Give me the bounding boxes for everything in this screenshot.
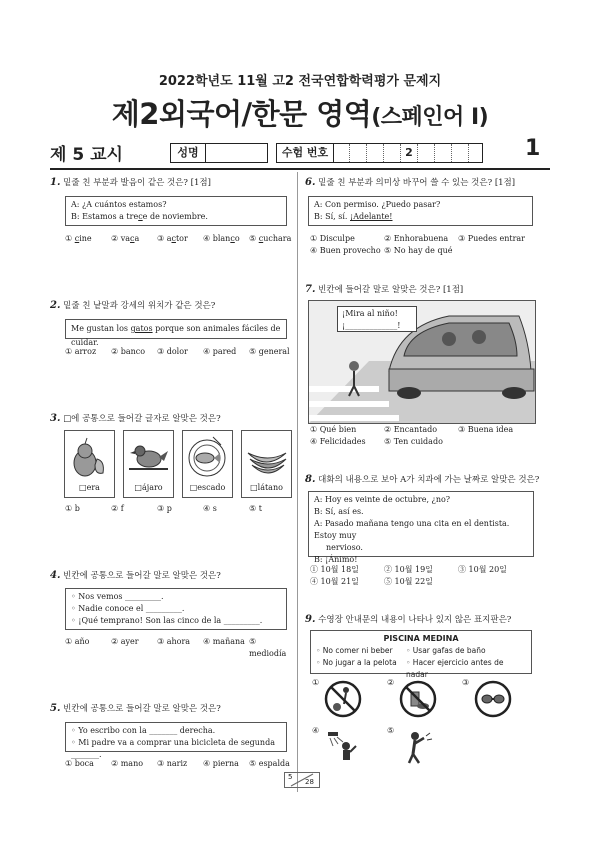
q5-options: ① boca ② mano ③ nariz ④ pierna ⑤ espalda [65,759,290,768]
q6-dialogue: A: Con permiso. ¿Puedo pasar? B: Sí, sí. ¡Adelante! [308,196,533,226]
shower-sign-icon [324,728,362,766]
q3-fish-picture [182,430,233,498]
column-divider [297,172,298,792]
header-rule [50,168,550,170]
footer-page: 5 [288,773,293,781]
q3-options: ① b ② f ③ p ④ s ⑤ t [65,504,262,513]
q9-sign-label-2: ② [387,678,395,687]
pear-icon [65,431,114,481]
q1-line-b: B: Estamos a trece de noviembre. [71,212,208,221]
exam-subtitle: 2022학년도 11월 고2 전국연합학력평가 문제지 [158,74,442,89]
q5-stem: 5. 빈칸에 공통으로 들어갈 말로 알맞은 것은? [50,703,221,714]
q4-sentences: ◦ Nos vemos _________. ◦ Nadie conoce el _________. ◦ ¡Qué temprano! Son las cinco de la _________. [65,588,287,630]
exam-number-cells [333,144,485,162]
q6-options: ① Disculpe ② Enhorabuena ③ Puedes entrar ④ Buen provecho ⑤ No hay de qué [310,234,526,255]
q4-stem: 4. 빈칸에 공통으로 들어갈 말로 알맞은 것은? [50,570,221,581]
q2-stem: 2. 밑줄 친 낱말과 강세의 위치가 같은 것은? [50,300,216,311]
q3-pear-picture [64,430,115,498]
q9-sign-label-4: ④ [312,726,320,735]
exam-number-digit: 2 [401,144,418,162]
q9-sign-label-5: ⑤ [387,726,395,735]
q9-sign-label-1: ① [312,678,320,687]
title-main: 제2외국어/한문 영역 [111,97,372,131]
q3-bird-picture [123,430,174,498]
q7-options: ① Qué bien ② Encantado ③ Buena idea ④ Felicidades ⑤ Ten cuidado [310,425,514,446]
q9-notice-title: PISCINA MEDINA [383,634,459,643]
exam-title [0,92,600,133]
session-label: 제 5 교시 [50,145,123,165]
exam-number-label: 수험 번호 [277,144,334,162]
q4-options: ① año ② ayer ③ ahora ④ mañana ⑤ mediodía [65,637,287,658]
q1-dialogue [65,196,287,226]
q3-caption-3: □escado [189,483,226,492]
fish-plate-icon [183,431,232,481]
q5-sentences: ◦ Yo escribo con la _______ derecha. ◦ Mi padre va a comprar una bicicleta de segunda _______. [65,722,287,752]
q9-stem: 9. 수영장 안내문의 내용이 나타나 있지 않은 표지판은? [305,614,512,625]
q8-stem: 8. 대화의 내용으로 보아 A가 치과에 가는 날짜로 알맞은 것은? [305,474,540,485]
q7-illustration [308,300,536,424]
q3-stem: 3. □에 공통으로 들어갈 글자로 알맞은 것은? [50,413,221,424]
q3-caption-2: □ájaro [134,483,163,492]
q2-sentence: Me gustan los gatos porque son animales fáciles de cuidar. [65,319,287,339]
bird-icon [124,431,173,481]
goggles-sign-icon [474,680,512,718]
q9-sign-label-3: ③ [462,678,470,687]
q7-stem: 7. 빈칸에 들어갈 말로 알맞은 것은? [1점] [305,284,464,295]
title-paren: (스페인어 Ⅰ) [371,105,489,130]
q1-line-a: A: ¿A cuántos estamos? [71,200,167,209]
exam-number-box [276,143,483,163]
exercise-sign-icon [399,728,437,766]
no-food-sign-icon [399,680,437,718]
page-number: 1 [525,136,541,161]
q7-speech-bubble: ¡Mira al niño! ¡_____________! [337,306,417,332]
q3-caption-4: □látano [250,483,283,492]
footer-total: 28 [305,778,314,786]
q3-banana-picture [241,430,292,498]
q1-options: ① cine ② vaca ③ actor ④ blanco ⑤ cuchara [65,234,292,243]
page-footer [284,772,320,788]
q9-notice: PISCINA MEDINA ◦ No comer ni beber ◦ Usar gafas de baño ◦ No jugar a la pelota ◦ Hacer ejercicio antes de nadar [310,630,532,674]
q6-stem: 6. 밑줄 친 부분과 의미상 바꾸어 쓸 수 있는 것은? [1점] [305,177,516,188]
name-box [170,143,268,163]
q8-dialogue: A: Hoy es veinte de octubre, ¿no? B: Sí, así es. A: Pasado mañana tengo una cita en el dentista. Estoy muy nervioso. B: ¡Ánimo! [308,491,534,557]
q2-options: ① arroz ② banco ③ dolor ④ pared ⑤ general [65,347,290,356]
no-ball-sign-icon [324,680,362,718]
q1-stem: 1. 밑줄 친 부분과 발음이 같은 것은? [1점] [50,177,211,188]
banana-icon [242,431,291,481]
name-label: 성명 [171,144,206,162]
q8-options: ① 10월 18일 ② 10월 19일 ③ 10월 20일 ④ 10월 21일 ⑤ 10월 22일 [310,565,507,586]
q3-caption-1: □era [79,483,100,492]
